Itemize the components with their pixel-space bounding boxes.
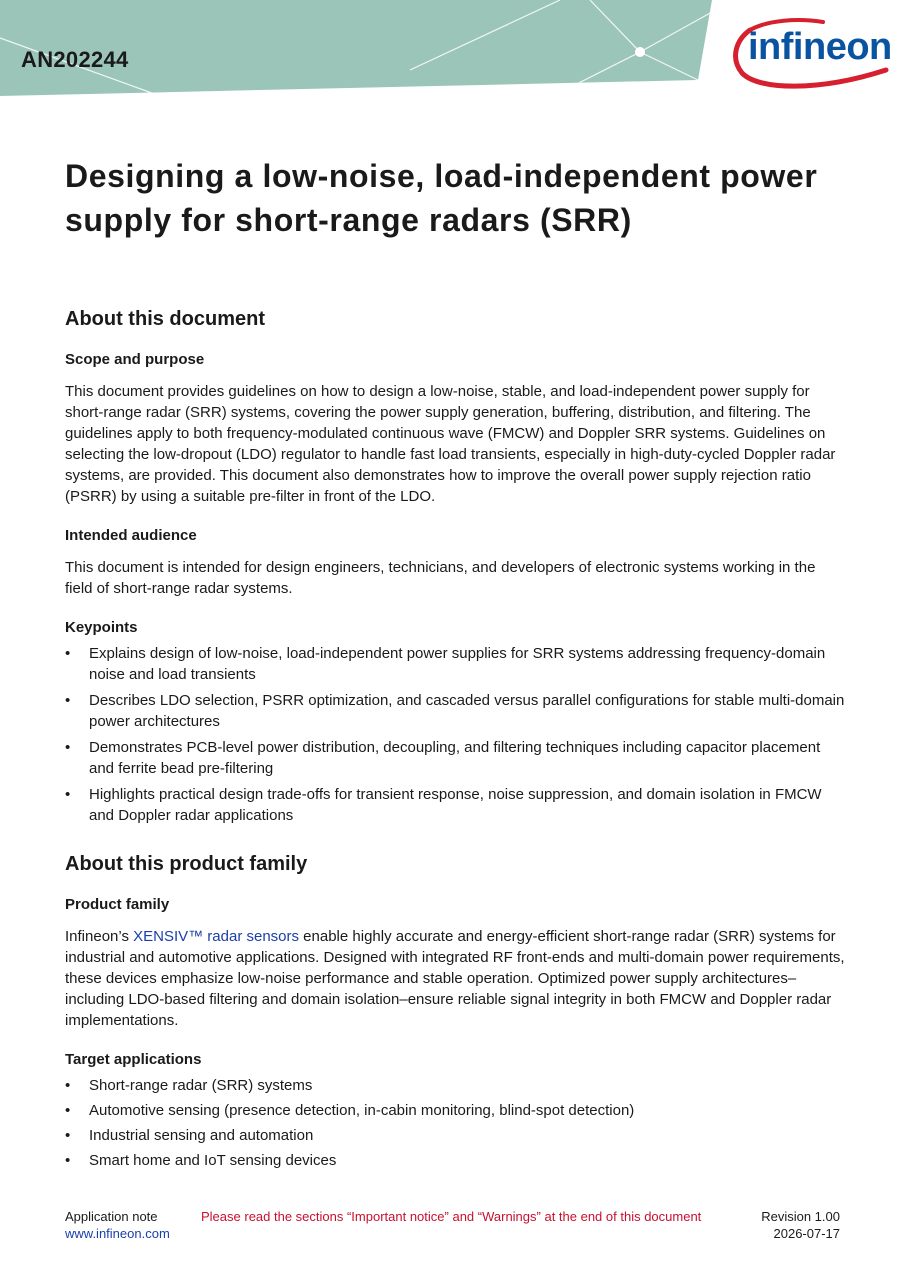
document-id: AN202244	[21, 47, 129, 72]
keypoints-heading: Keypoints	[65, 619, 138, 636]
scope-heading: Scope and purpose	[65, 351, 205, 368]
list-item: • Highlights practical design trade-offs for transient response, noise suppression, and domain isolation in FMCW and Doppler radar applications	[65, 784, 845, 826]
audience-paragraph: This document is intended for design engineers, technicians, and developers of electronic systems working in the field of short-range radar systems.	[65, 559, 816, 597]
page-footer	[65, 1208, 840, 1248]
list-item: • Industrial sensing and automation	[65, 1125, 845, 1146]
notice-text: Please read the sections “Important notice” and “Warnings” at the end of this document	[201, 1209, 702, 1224]
keypoints-list	[65, 643, 845, 826]
family-heading: Product family	[65, 896, 170, 913]
list-item: • Describes LDO selection, PSRR optimization, and cascaded versus parallel configurations for stable multi-domain power architectures	[65, 690, 845, 732]
list-item: • Demonstrates PCB-level power distribution, decoupling, and filtering techniques including capacitor placement and ferrite bead pre-filtering	[65, 737, 845, 779]
audience-heading: Intended audience	[65, 527, 197, 544]
list-item: • Smart home and IoT sensing devices	[65, 1150, 845, 1171]
logo-wordmark: infineon	[748, 26, 892, 68]
website-link[interactable]: www.infineon.com	[65, 1226, 170, 1241]
footer-left	[65, 1208, 170, 1242]
main-content	[65, 305, 845, 1171]
revision: Revision 1.00	[761, 1209, 840, 1224]
about-family-heading: About this product family	[65, 853, 308, 875]
list-item: • Explains design of low-noise, load-independent power supplies for SRR systems addressing frequency-domain noise and load transients	[65, 643, 845, 685]
about-document-heading: About this document	[65, 308, 265, 330]
list-item: • Automotive sensing (presence detection, in-cabin monitoring, blind-spot detection)	[65, 1100, 845, 1121]
document-title: Designing a low-noise, load-independent power supply for short-range radars (SRR)	[65, 158, 818, 238]
applications-list	[65, 1075, 845, 1171]
family-paragraph: Infineon’s XENSIV™ radar sensors enable highly accurate and energy-efficient short-range radar (SRR) systems for industrial and automotive applications. Designed with integrated RF front-ends and multi-domain power requirements, these devices emphasize low-noise performance and stable operation. Optimized power supply architectures–including LDO-based filtering and domain isolation–ensure reliable signal integrity in both FMCW and Doppler radar implementations.	[65, 928, 845, 1029]
xensiv-link[interactable]: XENSIV™ radar sensors	[133, 928, 300, 945]
footer-right	[761, 1208, 840, 1242]
doc-type: Application note	[65, 1209, 158, 1224]
applications-heading: Target applications	[65, 1051, 202, 1068]
node-dot	[635, 47, 645, 57]
scope-paragraph: This document provides guidelines on how to design a low-noise, stable, and load-independent power supply for short-range radar (SRR) systems, covering the power supply generation, buffering, distribution, and filtering. The guidelines apply to both frequency-modulated continuous wave (FMCW) and Doppler SRR systems. Guidelines on selecting the low-dropout (LDO) regulator to handle fast load transients, especially in high-duty-cycled Doppler radar systems, are provided. This document also demonstrates how to improve the overall power supply rejection ratio (PSRR) by using a suitable pre-filter in front of the LDO.	[65, 383, 836, 505]
list-item: • Short-range radar (SRR) systems	[65, 1075, 845, 1096]
date: 2026-07-17	[773, 1226, 840, 1241]
